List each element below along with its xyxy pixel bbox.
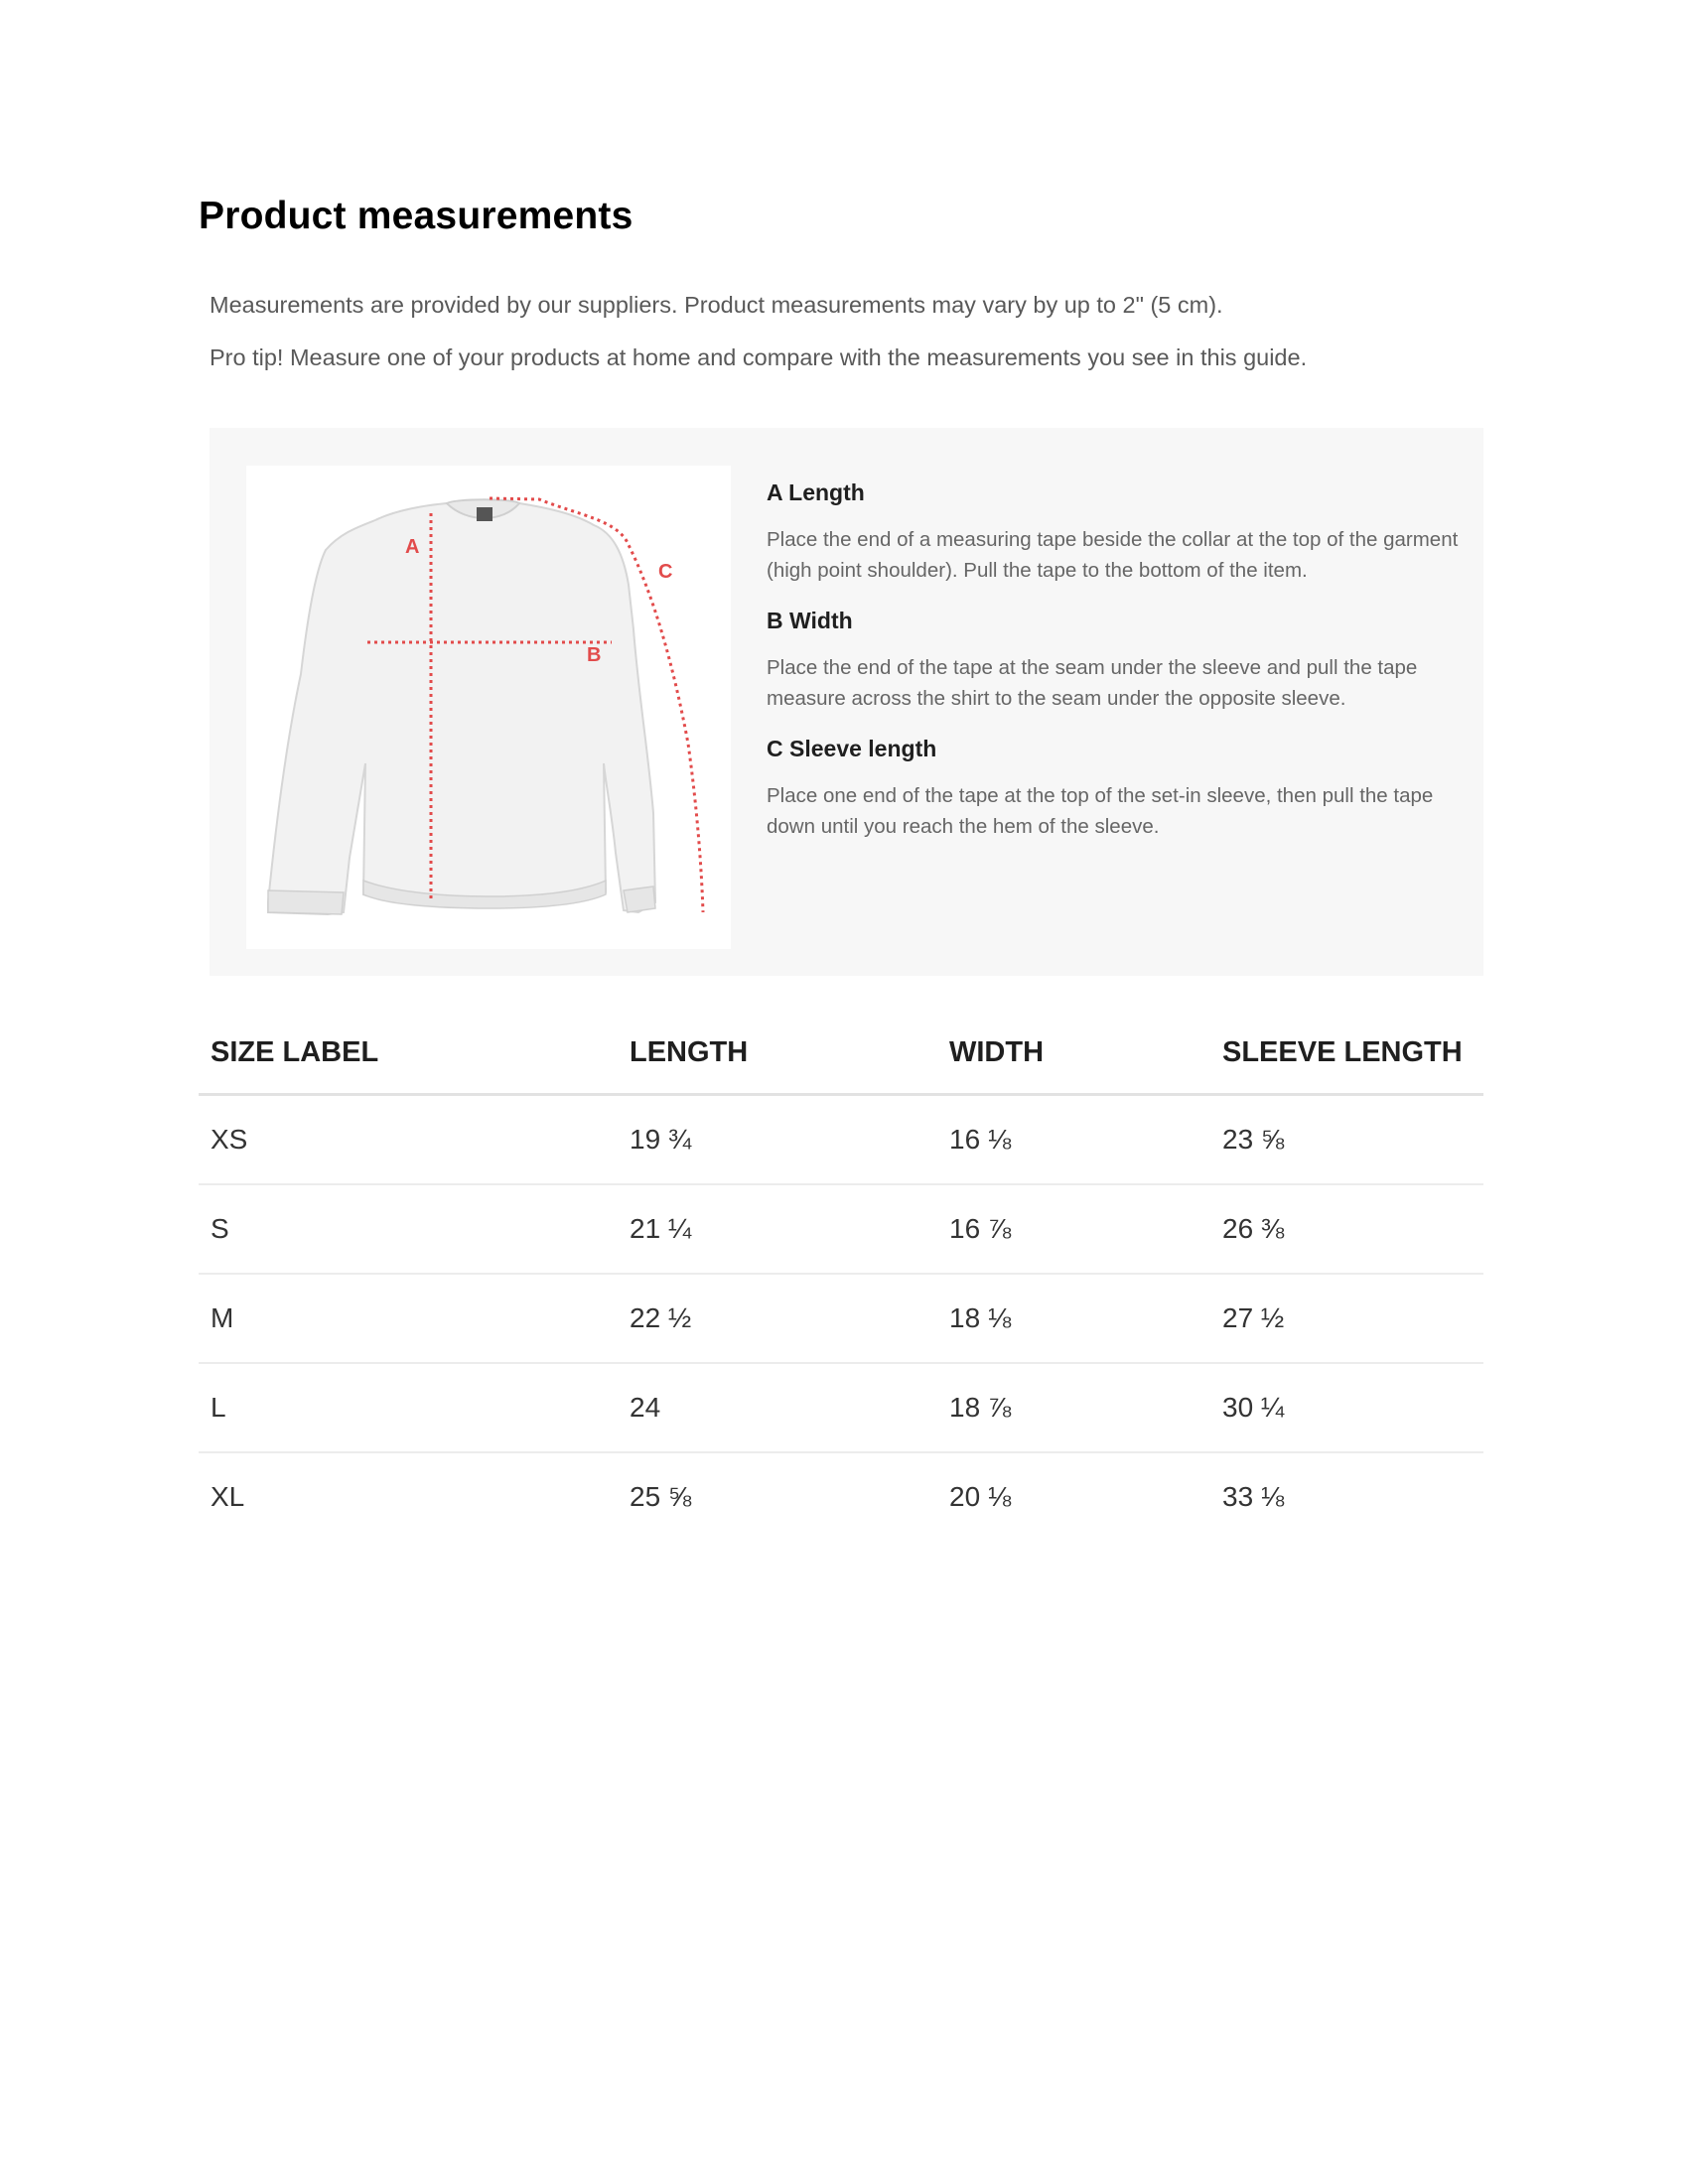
intro-supplier-note: Measurements are provided by our suppliers. Product measurements may vary by up to 2" (5 cm).: [210, 292, 1223, 318]
width-heading: B Width: [767, 608, 853, 633]
cell-size: XS: [199, 1095, 618, 1185]
cell-sleeve-length: 23 ⅝: [1210, 1095, 1483, 1185]
cell-sleeve-length: 33 ⅛: [1222, 1481, 1285, 1512]
cell-size: M: [199, 1274, 618, 1363]
cell-width: 18 ⅛: [937, 1274, 1210, 1363]
table-row: [199, 1184, 1483, 1274]
header-sleeve-length: SLEEVE LENGTH: [1210, 1012, 1483, 1095]
length-description: Place the end of a measuring tape beside the collar at the top of the garment (high point shoulder). Pull the tape to the bottom of the item.: [767, 528, 1459, 582]
label-c: C: [658, 561, 673, 583]
table-header-row: [199, 1012, 1483, 1095]
header-size-label: SIZE LABEL: [199, 1012, 618, 1095]
intro-pro-tip: Pro tip! Measure one of your products at home and compare with the measurements you see in this guide.: [210, 344, 1308, 370]
sleeve-description: Place one end of the tape at the top of the set-in sleeve, then pull the tape down until you reach the hem of the sleeve.: [767, 784, 1434, 838]
width-description: Place the end of the tape at the seam under the sleeve and pull the tape measure across the shirt to the seam under the opposite sleeve.: [767, 656, 1418, 710]
cell-length: 21 ¼: [618, 1184, 937, 1274]
cell-sleeve-length: 30 ¼: [1210, 1363, 1483, 1452]
cell-length: 19 ¾: [618, 1095, 937, 1185]
cell-length: 22 ½: [618, 1274, 937, 1363]
cell-width: 16 ⅛: [937, 1095, 1210, 1185]
sweatshirt-illustration: [246, 466, 731, 949]
table-row: [199, 1095, 1483, 1185]
cell-sleeve-length: 26 ⅜: [1210, 1184, 1483, 1274]
cell-size: L: [199, 1363, 618, 1452]
cell-width: 20 ⅛: [949, 1481, 1012, 1512]
cell-length: 25 ⅝: [630, 1481, 692, 1512]
cell-length: 24: [618, 1363, 937, 1452]
sleeve-instruction: [767, 736, 1467, 842]
page-title: Product measurements: [199, 195, 633, 237]
left-cuff: [268, 890, 344, 914]
right-cuff: [624, 887, 655, 912]
measurement-instructions: [767, 479, 1467, 864]
header-width: WIDTH: [937, 1012, 1210, 1095]
measurement-guide-panel: [210, 428, 1483, 976]
cell-width: 16 ⅞: [937, 1184, 1210, 1274]
cell-sleeve-length: 27 ½: [1210, 1274, 1483, 1363]
label-b: B: [587, 644, 602, 666]
table-row: [199, 1452, 1483, 1541]
table-row: [199, 1274, 1483, 1363]
header-length: LENGTH: [618, 1012, 937, 1095]
neck-tag: [477, 507, 492, 521]
width-instruction: [767, 608, 1467, 714]
cell-width: 18 ⅞: [937, 1363, 1210, 1452]
sleeve-heading: C Sleeve length: [767, 736, 937, 761]
length-heading: A Length: [767, 479, 865, 505]
label-a: A: [405, 536, 420, 558]
size-table: [199, 1012, 1483, 1541]
table-row: [199, 1363, 1483, 1452]
length-instruction: [767, 479, 1467, 586]
sweatshirt-diagram: [246, 466, 731, 949]
cell-size: S: [199, 1184, 618, 1274]
sweatshirt-body: [268, 503, 655, 914]
cell-size: XL: [211, 1481, 245, 1512]
